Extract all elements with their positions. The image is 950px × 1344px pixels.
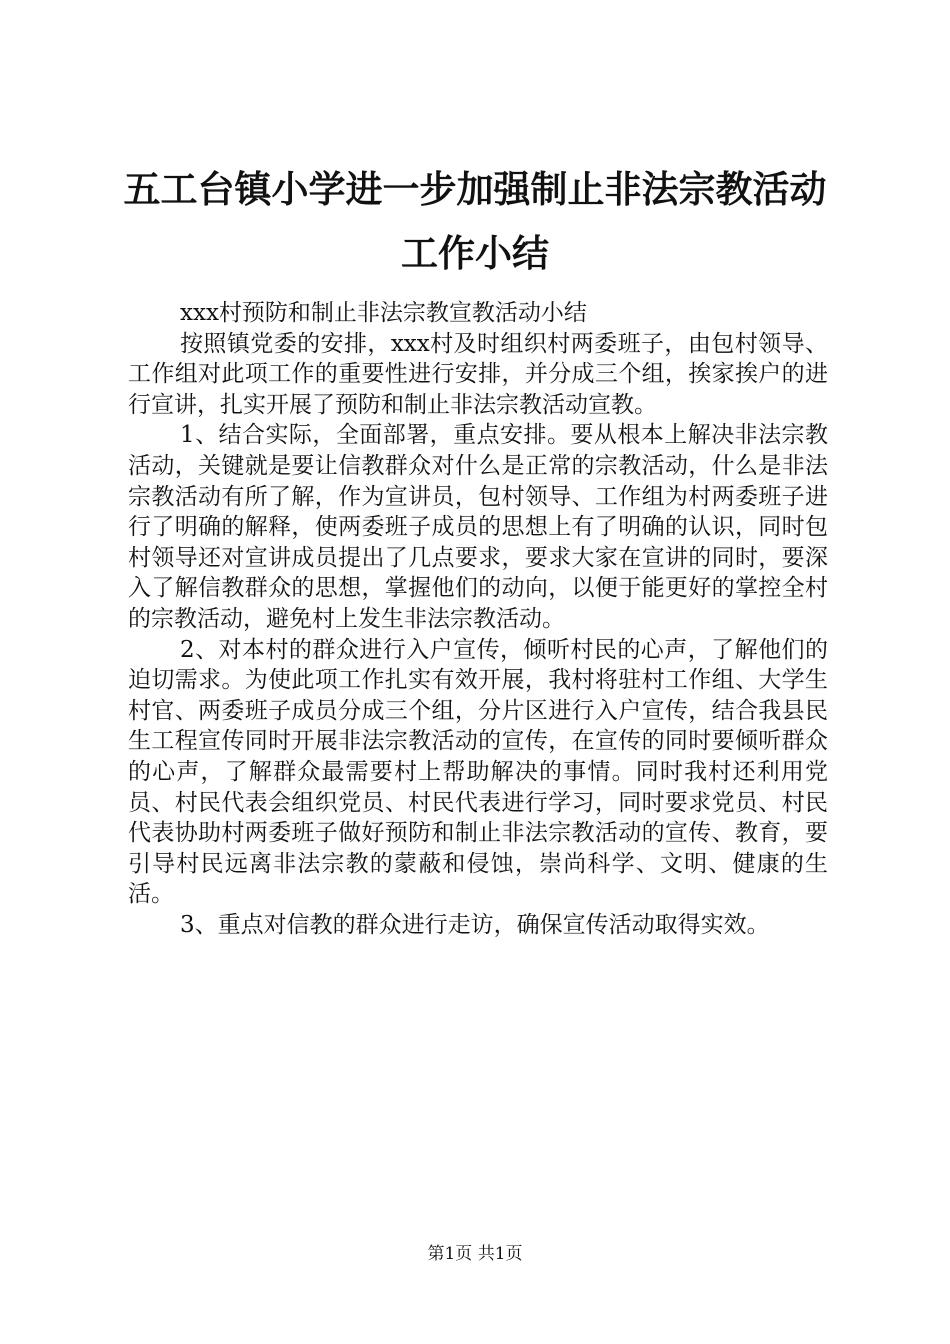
page-number-footer: 第1页 共1页 bbox=[427, 1244, 523, 1264]
paragraph-section-3: 3、重点对信教的群众进行走访，确保宣传活动取得实效。 bbox=[180, 911, 770, 938]
paragraph-section-1: 1、结合实际，全面部署，重点安排。要从根本上解决非法宗教活动，关键就是要让信教群众对什么是正常的宗教活动，什么是非法宗教活动有所了解，作为宣讲员，包村领导、工作组为村两委班子进行了明确的解释，使两委班子成员的思想上有了明确的认识，同时包村领导还对宣讲成员提出了几点要求，要求大家在宣讲的同时，要深入了解信教群众的思想，掌握他们的动向，以便于能更好的掌控全村的宗教活动，避免村上发生非法宗教活动。 bbox=[128, 422, 828, 632]
paragraph-section-2: 2、对本村的群众进行入户宣传，倾听村民的心声，了解他们的迫切需求。为使此项工作扎实有效开展，我村将驻村工作组、大学生村官、两委班子成员分成三个组，分片区进行入户宣传，结合我县民生工程宣传同时开展非法宗教活动的宣传，在宣传的同时要倾听群众的心声，了解群众最需要村上帮助解决的事情。同时我村还利用党员、村民代表会组织党员、村民代表进行学习，同时要求党员、村民代表协助村两委班子做好预防和制止非法宗教活动的宣传、教育，要引导村民远离非法宗教的蒙蔽和侵蚀，崇尚科学、文明、健康的生活。 bbox=[128, 636, 828, 908]
document-title: 五工台镇小学进一步加强制止非法宗教活动工作小结 bbox=[123, 168, 827, 275]
document-body bbox=[128, 298, 828, 940]
paragraph-intro: 按照镇党委的安排，xxx村及时组织村两委班子，由包村领导、工作组对此项工作的重要性进行安排，并分成三个组，挨家挨户的进行宣讲，扎实开展了预防和制止非法宗教活动宣教。 bbox=[128, 330, 828, 418]
document-subtitle: xxx村预防和制止非法宗教宣教活动小结 bbox=[180, 300, 587, 326]
